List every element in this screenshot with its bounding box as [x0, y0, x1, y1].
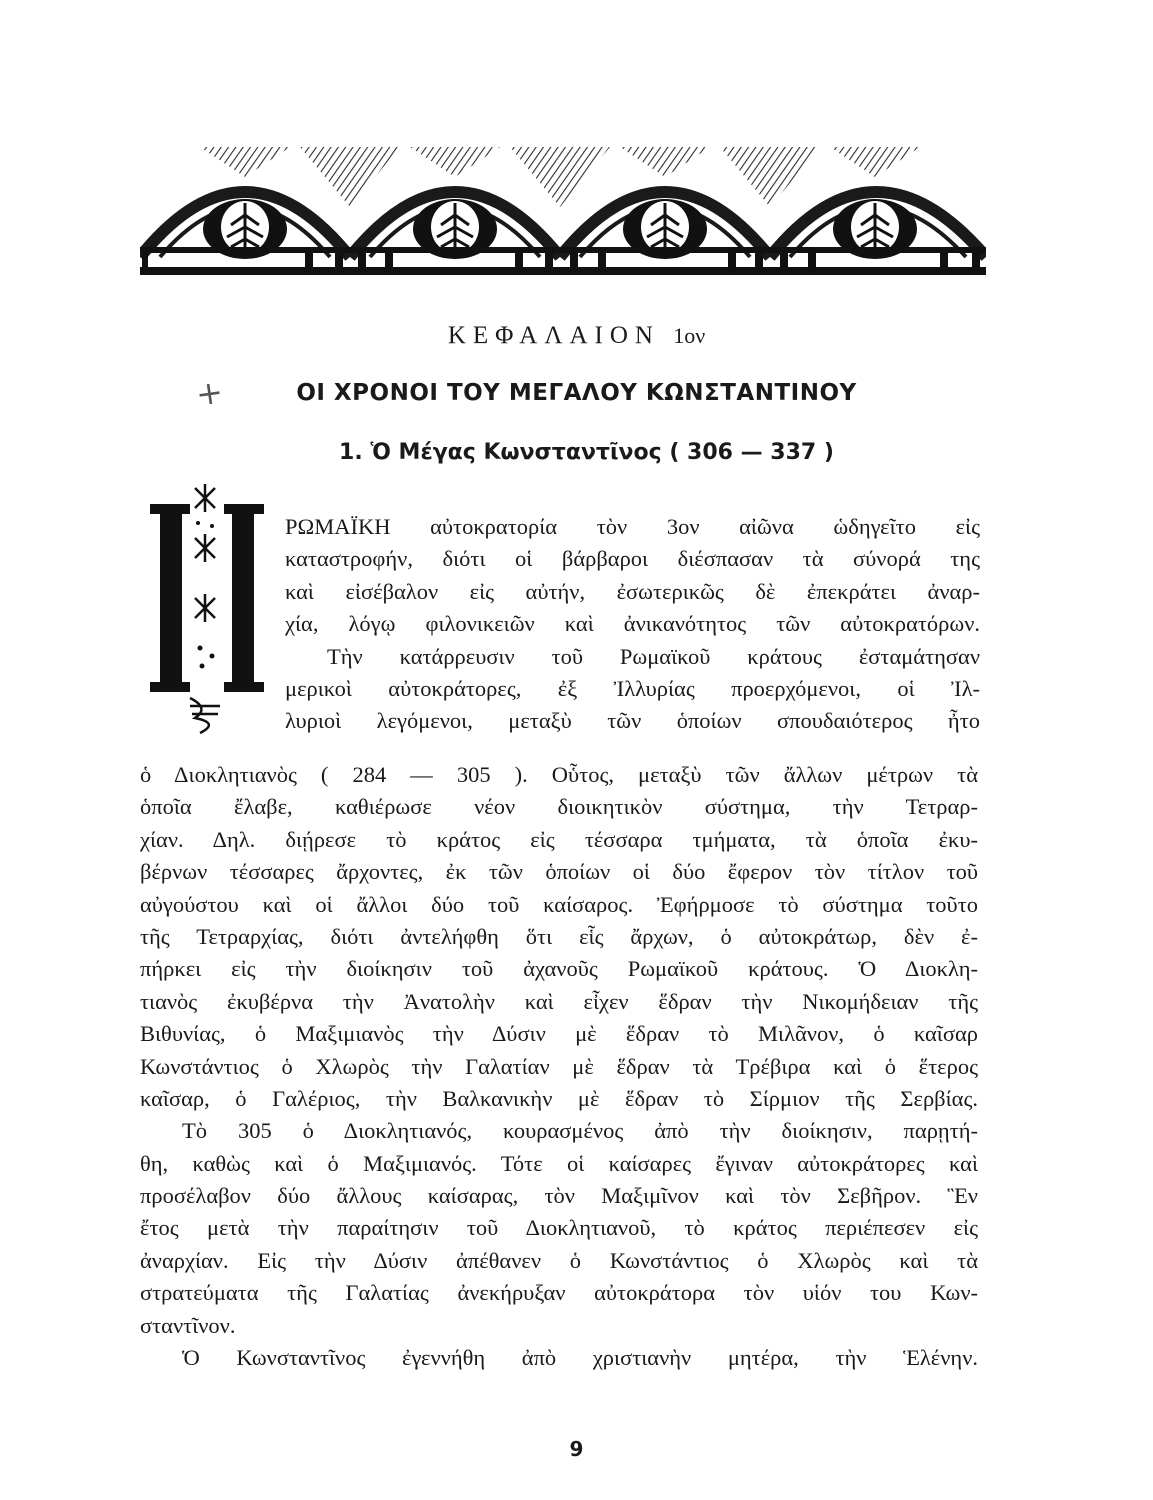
chapter-word: ΚΕΦΑΛΑΙΟΝ	[447, 322, 660, 349]
text-line: Τὴν κατάρρευσιν τοῦ Ρωμαϊκοῦ κράτους ἐσταμάτησαν	[327, 643, 980, 669]
text-line: καὶ εἰσέβαλον εἰς αὐτήν, ἐσωτερικῶς δὲ ἐπεκράτει ἀναρ-	[285, 578, 980, 604]
handwritten-cross-mark: +	[193, 372, 226, 414]
text-line: Τὸ 305 ὁ Διοκλητιανός, κουρασμένος ἀπὸ τὴν διοίκησιν, παρῃτή-	[182, 1118, 978, 1144]
chapter-number: 1ον	[673, 323, 706, 348]
text-line: ἀναρχίαν. Εἰς τὴν Δύσιν ἀπέθανεν ὁ Κωνστάντιος ὁ Χλωρὸς καὶ τὰ	[140, 1247, 978, 1273]
text-line: τῆς Τετραρχίας, διότι ἀντελήφθη ὅτι εἷς ἄρχων, ὁ αὐτοκράτωρ, δὲν ἐ-	[140, 923, 978, 949]
text-line: ὁ Διοκλητιανὸς ( 284 — 305 ). Οὗτος, μεταξὺ τῶν ἄλλων μέτρων τὰ	[140, 762, 978, 787]
text-line: λυριοὶ λεγόμενοι, μεταξὺ τῶν ὁποίων σπουδαιότερος ἦτο	[285, 708, 980, 734]
chapter-heading	[0, 322, 1153, 350]
body-text	[140, 759, 978, 1374]
ornamental-dropcap	[150, 478, 266, 738]
text-line: στρατεύματα τῆς Γαλατίας ἀνεκήρυξαν αὐτοκράτορα τὸν υἱόν του Κων-	[140, 1280, 978, 1306]
text-line: Κωνστάντιος ὁ Χλωρὸς τὴν Γαλατίαν μὲ ἕδραν τὰ Τρέβιρα καὶ ὁ ἕτερος	[140, 1053, 978, 1079]
header-ornament	[140, 147, 986, 277]
intro-paragraph	[285, 511, 980, 738]
text-line: Ὁ Κωνσταντῖνος ἐγεννήθη ἀπὸ χριστιανὴν μητέρα, τὴν Ἑλένην.	[182, 1345, 978, 1371]
dropcap-letter: Η	[206, 588, 208, 589]
text-line: βέρνων τέσσαρες ἄρχοντες, ἐκ τῶν ὁποίων οἱ δύο ἔφερον τὸν τίτλον τοῦ	[140, 859, 978, 885]
text-line: προσέλαβον δύο ἄλλους καίσαρας, τὸν Μαξιμῖνον καὶ τὸν Σεβῆρον. Ἓν	[140, 1183, 978, 1209]
section-heading: 1. Ὁ Μέγας Κωνσταντῖνος ( 306 — 337 )	[339, 440, 834, 465]
text-line: πήρκει εἰς τὴν διοίκησιν τοῦ ἀχανοῦς Ρωμαϊκοῦ κράτους. Ὁ Διοκλη-	[140, 956, 978, 982]
text-line: ἔτος μετὰ τὴν παραίτησιν τοῦ Διοκλητιανοῦ, τὸ κράτος περιέπεσεν εἰς	[140, 1215, 978, 1241]
text-line: ΡΩΜΑΪΚΗ αὐτοκρατορία τὸν 3ον αἰῶνα ὡδηγεῖτο εἰς	[285, 514, 980, 539]
text-line: ὁποῖα ἔλαβε, καθιέρωσε νέον διοικητικὸν σύστημα, τὴν Τετραρ-	[140, 794, 978, 820]
text-line: χία, λόγῳ φιλονικειῶν καὶ ἀνικανότητος τῶν αὐτοκρατόρων.	[285, 611, 980, 637]
page-number: 9	[569, 1437, 584, 1461]
text-line: σταντῖνον.	[140, 1312, 236, 1338]
text-line: αὐγούστου καὶ οἱ ἄλλοι δύο τοῦ καίσαρος. Ἐφήρμοσε τὸ σύστημα τοῦτο	[140, 891, 978, 917]
page-title: ΟΙ ΧΡΟΝΟΙ ΤΟΥ ΜΕΓΑΛΟΥ ΚΩΝΣΤΑΝΤΙΝΟΥ	[296, 380, 857, 406]
text-line: χίαν. Δηλ. διῄρεσε τὸ κράτος εἰς τέσσαρα τμήματα, τὰ ὁποῖα ἐκυ-	[140, 826, 978, 852]
text-line: μερικοὶ αὐτοκράτορες, ἐξ Ἰλλυρίας προερχόμενοι, οἱ Ἰλ-	[285, 675, 980, 701]
text-line: καῖσαρ, ὁ Γαλέριος, τὴν Βαλκανικὴν μὲ ἕδραν τὸ Σίρμιον τῆς Σερβίας.	[140, 1085, 978, 1111]
text-line: τιανὸς ἐκυβέρνα τὴν Ἀνατολὴν καὶ εἶχεν ἕδραν τὴν Νικομήδειαν τῆς	[140, 988, 978, 1014]
text-line: καταστροφήν, διότι οἱ βάρβαροι διέσπασαν τὰ σύνορά της	[285, 546, 980, 572]
text-line: θη, καθὼς καὶ ὁ Μαξιμιανός. Τότε οἱ καίσαρες ἔγιναν αὐτοκράτορες καὶ	[140, 1150, 978, 1176]
text-line: Βιθυνίας, ὁ Μαξιμιανὸς τὴν Δύσιν μὲ ἕδραν τὸ Μιλᾶνον, ὁ καῖσαρ	[140, 1021, 978, 1047]
